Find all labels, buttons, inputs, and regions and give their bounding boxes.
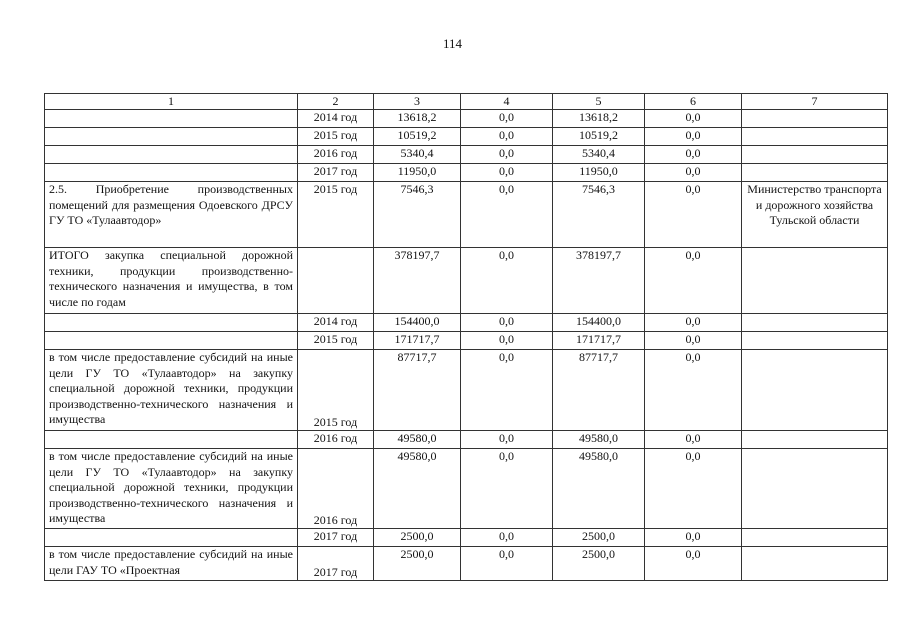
table-cell xyxy=(742,350,888,431)
year-cell: 2014 год xyxy=(298,110,374,128)
table-cell: 0,0 xyxy=(645,146,742,164)
table-cell xyxy=(45,332,298,350)
table-cell: 0,0 xyxy=(461,164,553,182)
year-cell: 2017 год xyxy=(298,529,374,547)
table-cell xyxy=(742,146,888,164)
table-cell: 87717,7 xyxy=(553,350,645,431)
item-description: 2.5. Приобретение производственных помещений для размещения Одоевского ДРСУ ГУ ТО «Тулаавтодор» xyxy=(45,182,298,248)
table-cell: 171717,7 xyxy=(374,332,461,350)
table-cell xyxy=(742,110,888,128)
table-row xyxy=(45,314,888,332)
table-row xyxy=(45,182,888,248)
table-cell xyxy=(45,314,298,332)
year-cell: 2017 год xyxy=(298,547,374,581)
table-cell: 0,0 xyxy=(461,110,553,128)
table-cell xyxy=(742,332,888,350)
table-cell: 0,0 xyxy=(461,332,553,350)
table-cell: 0,0 xyxy=(645,248,742,314)
table-cell xyxy=(742,529,888,547)
table-cell: 2500,0 xyxy=(553,529,645,547)
table-cell xyxy=(45,110,298,128)
table-cell xyxy=(742,449,888,529)
table-cell: 0,0 xyxy=(645,164,742,182)
table-cell: 0,0 xyxy=(645,350,742,431)
table-cell: 0,0 xyxy=(461,128,553,146)
table-cell xyxy=(45,529,298,547)
table-row xyxy=(45,146,888,164)
table-cell xyxy=(742,431,888,449)
table-cell: 13618,2 xyxy=(374,110,461,128)
table-cell: 5340,4 xyxy=(553,146,645,164)
table-cell: 154400,0 xyxy=(553,314,645,332)
year-cell: 2015 год xyxy=(298,128,374,146)
table-cell: 13618,2 xyxy=(553,110,645,128)
table-cell xyxy=(742,128,888,146)
year-cell xyxy=(298,248,374,314)
header-cell: 7 xyxy=(742,94,888,110)
table-cell: 0,0 xyxy=(461,182,553,248)
year-cell: 2015 год xyxy=(298,350,374,431)
table-cell: 2500,0 xyxy=(374,547,461,581)
header-cell: 6 xyxy=(645,94,742,110)
table-cell: 0,0 xyxy=(645,182,742,248)
table-header-row xyxy=(45,94,888,110)
table-cell xyxy=(742,164,888,182)
table-cell: 2500,0 xyxy=(553,547,645,581)
table-cell: 0,0 xyxy=(461,529,553,547)
header-cell: 1 xyxy=(45,94,298,110)
table-cell: 0,0 xyxy=(461,314,553,332)
responsible-party: Министерство транспорта и дорожного хозяйства Тульской области xyxy=(742,182,888,248)
table-row xyxy=(45,529,888,547)
table-cell: 378197,7 xyxy=(374,248,461,314)
header-cell: 2 xyxy=(298,94,374,110)
year-cell: 2016 год xyxy=(298,431,374,449)
table-cell xyxy=(742,314,888,332)
table-cell xyxy=(45,128,298,146)
table-cell: 0,0 xyxy=(461,146,553,164)
table-cell: 0,0 xyxy=(645,449,742,529)
table-cell: 378197,7 xyxy=(553,248,645,314)
table-cell: 0,0 xyxy=(461,547,553,581)
table-cell: 0,0 xyxy=(461,449,553,529)
year-cell: 2015 год xyxy=(298,332,374,350)
year-cell: 2015 год xyxy=(298,182,374,248)
table-row xyxy=(45,164,888,182)
table-row xyxy=(45,350,888,431)
year-cell: 2017 год xyxy=(298,164,374,182)
table-cell: 0,0 xyxy=(645,128,742,146)
table-row xyxy=(45,431,888,449)
table-row xyxy=(45,110,888,128)
table-cell: 0,0 xyxy=(645,332,742,350)
page-number: 114 xyxy=(442,36,463,51)
table-cell xyxy=(45,146,298,164)
year-cell: 2016 год xyxy=(298,449,374,529)
table-cell: 0,0 xyxy=(645,110,742,128)
item-description: в том числе предоставление субсидий на иные цели ГУ ТО «Тулаавтодор» на закупку специальной дорожной техники, продукции производственно-технического назначения и имущества xyxy=(45,350,298,431)
table-cell: 0,0 xyxy=(645,529,742,547)
year-cell: 2014 год xyxy=(298,314,374,332)
table-cell: 2500,0 xyxy=(374,529,461,547)
table-cell: 87717,7 xyxy=(374,350,461,431)
table-cell: 0,0 xyxy=(645,547,742,581)
table-row xyxy=(45,332,888,350)
table-cell: 0,0 xyxy=(461,350,553,431)
table-cell: 49580,0 xyxy=(374,449,461,529)
header-cell: 4 xyxy=(461,94,553,110)
table-cell xyxy=(45,164,298,182)
table-cell: 7546,3 xyxy=(374,182,461,248)
header-cell: 3 xyxy=(374,94,461,110)
item-description: ИТОГО закупка специальной дорожной техники, продукции производственно-технического назначения и имущества, в том числе по годам xyxy=(45,248,298,314)
budget-table xyxy=(44,93,888,581)
table-cell: 154400,0 xyxy=(374,314,461,332)
table-cell: 7546,3 xyxy=(553,182,645,248)
table-row xyxy=(45,547,888,581)
table-cell: 10519,2 xyxy=(374,128,461,146)
table-cell: 171717,7 xyxy=(553,332,645,350)
table-cell: 0,0 xyxy=(645,431,742,449)
year-cell: 2016 год xyxy=(298,146,374,164)
table-cell: 10519,2 xyxy=(553,128,645,146)
table-cell: 0,0 xyxy=(461,431,553,449)
table-cell: 0,0 xyxy=(645,314,742,332)
table-row xyxy=(45,449,888,529)
table-cell: 49580,0 xyxy=(553,431,645,449)
table-cell xyxy=(45,431,298,449)
table-cell: 11950,0 xyxy=(374,164,461,182)
item-description: в том числе предоставление субсидий на иные цели ГАУ ТО «Проектная xyxy=(45,547,298,581)
table-cell: 5340,4 xyxy=(374,146,461,164)
header-cell: 5 xyxy=(553,94,645,110)
table-cell: 49580,0 xyxy=(553,449,645,529)
table-cell: 49580,0 xyxy=(374,431,461,449)
item-description: в том числе предоставление субсидий на иные цели ГУ ТО «Тулаавтодор» на закупку специальной дорожной техники, продукции производственно-технического назначения и имущества xyxy=(45,449,298,529)
table-row xyxy=(45,128,888,146)
table-cell: 11950,0 xyxy=(553,164,645,182)
table-cell xyxy=(742,248,888,314)
table-row xyxy=(45,248,888,314)
table-cell: 0,0 xyxy=(461,248,553,314)
table-cell xyxy=(742,547,888,581)
